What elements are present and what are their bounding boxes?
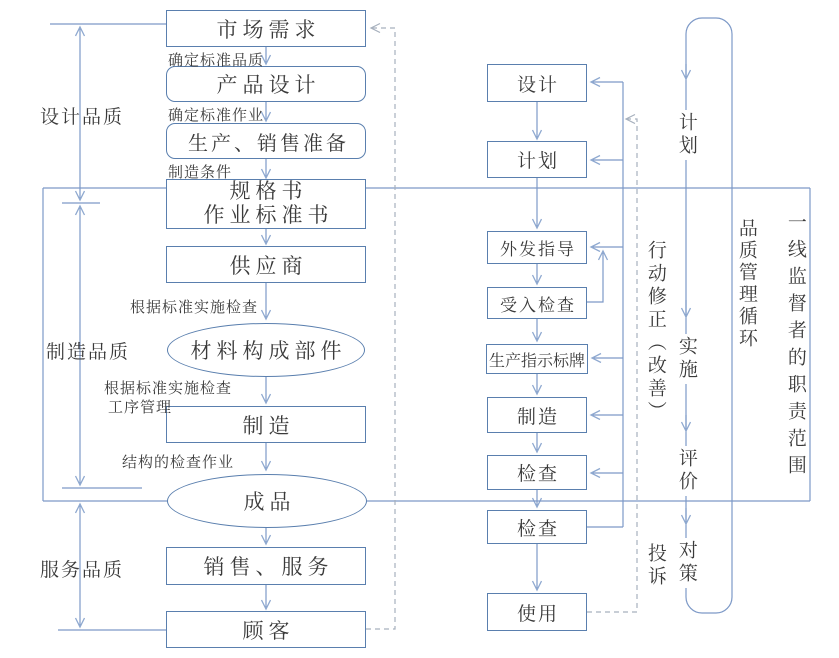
label-supervisor-scope: 一线监督者的职责范围 <box>784 212 806 482</box>
node-sales-service: 销售、服务 <box>166 547 366 585</box>
label-complaint: 投诉 <box>644 543 666 589</box>
node-spec-book <box>166 179 366 229</box>
node-production-sign: 生产指示标牌 <box>486 344 588 374</box>
node-manufacture: 制造 <box>166 406 366 443</box>
label-design-quality: 设计品质 <box>40 107 125 128</box>
label-structural-inspection: 结构的检查作业 <box>122 454 235 471</box>
label-pdca-check: 评价 <box>675 448 697 494</box>
node-inspection-a: 检查 <box>487 455 587 490</box>
node-inspection-b: 检查 <box>487 510 587 544</box>
label-set-standard-quality: 确定标准品质 <box>168 52 265 69</box>
label-inspect-per-standard-1: 根据标准实施检查 <box>130 299 259 316</box>
node-production-sales-prep: 生产、销售准备 <box>166 123 366 159</box>
label-inspect-per-standard-2: 根据标准实施检查 <box>104 380 233 397</box>
label-process-management: 工序管理 <box>108 399 173 416</box>
node-market-demand: 市场需求 <box>166 10 366 47</box>
node-outsource-guidance: 外发指导 <box>487 231 587 264</box>
label-pdca-plan: 计划 <box>675 112 697 158</box>
label-action-correction: 行动修正（改善） <box>644 240 666 424</box>
node-product-design: 产品设计 <box>166 66 366 102</box>
label-quality-management-cycle: 品质管理循环 <box>735 218 757 350</box>
node-material-parts: 材料构成部件 <box>167 323 365 377</box>
label-pdca-act: 对策 <box>675 540 697 586</box>
label-manufacturing-quality: 制造品质 <box>46 342 131 363</box>
node-manufacture-right: 制造 <box>487 397 587 433</box>
label-service-quality: 服务品质 <box>40 560 125 581</box>
spec-book-line1: 规格书 <box>229 179 308 203</box>
label-pdca-do: 实施 <box>675 336 697 382</box>
node-finished-product: 成品 <box>167 474 367 528</box>
spec-book-line2: 作业标准书 <box>203 204 334 227</box>
node-design: 设计 <box>487 64 587 102</box>
node-supplier: 供应商 <box>166 246 366 283</box>
node-incoming-inspection: 受入检查 <box>487 287 587 319</box>
node-customer: 顾客 <box>166 611 366 648</box>
node-use: 使用 <box>487 593 587 631</box>
node-plan: 计划 <box>487 141 587 178</box>
label-set-standard-work: 确定标准作业 <box>168 107 265 124</box>
label-mfg-conditions: 制造条件 <box>168 164 233 181</box>
